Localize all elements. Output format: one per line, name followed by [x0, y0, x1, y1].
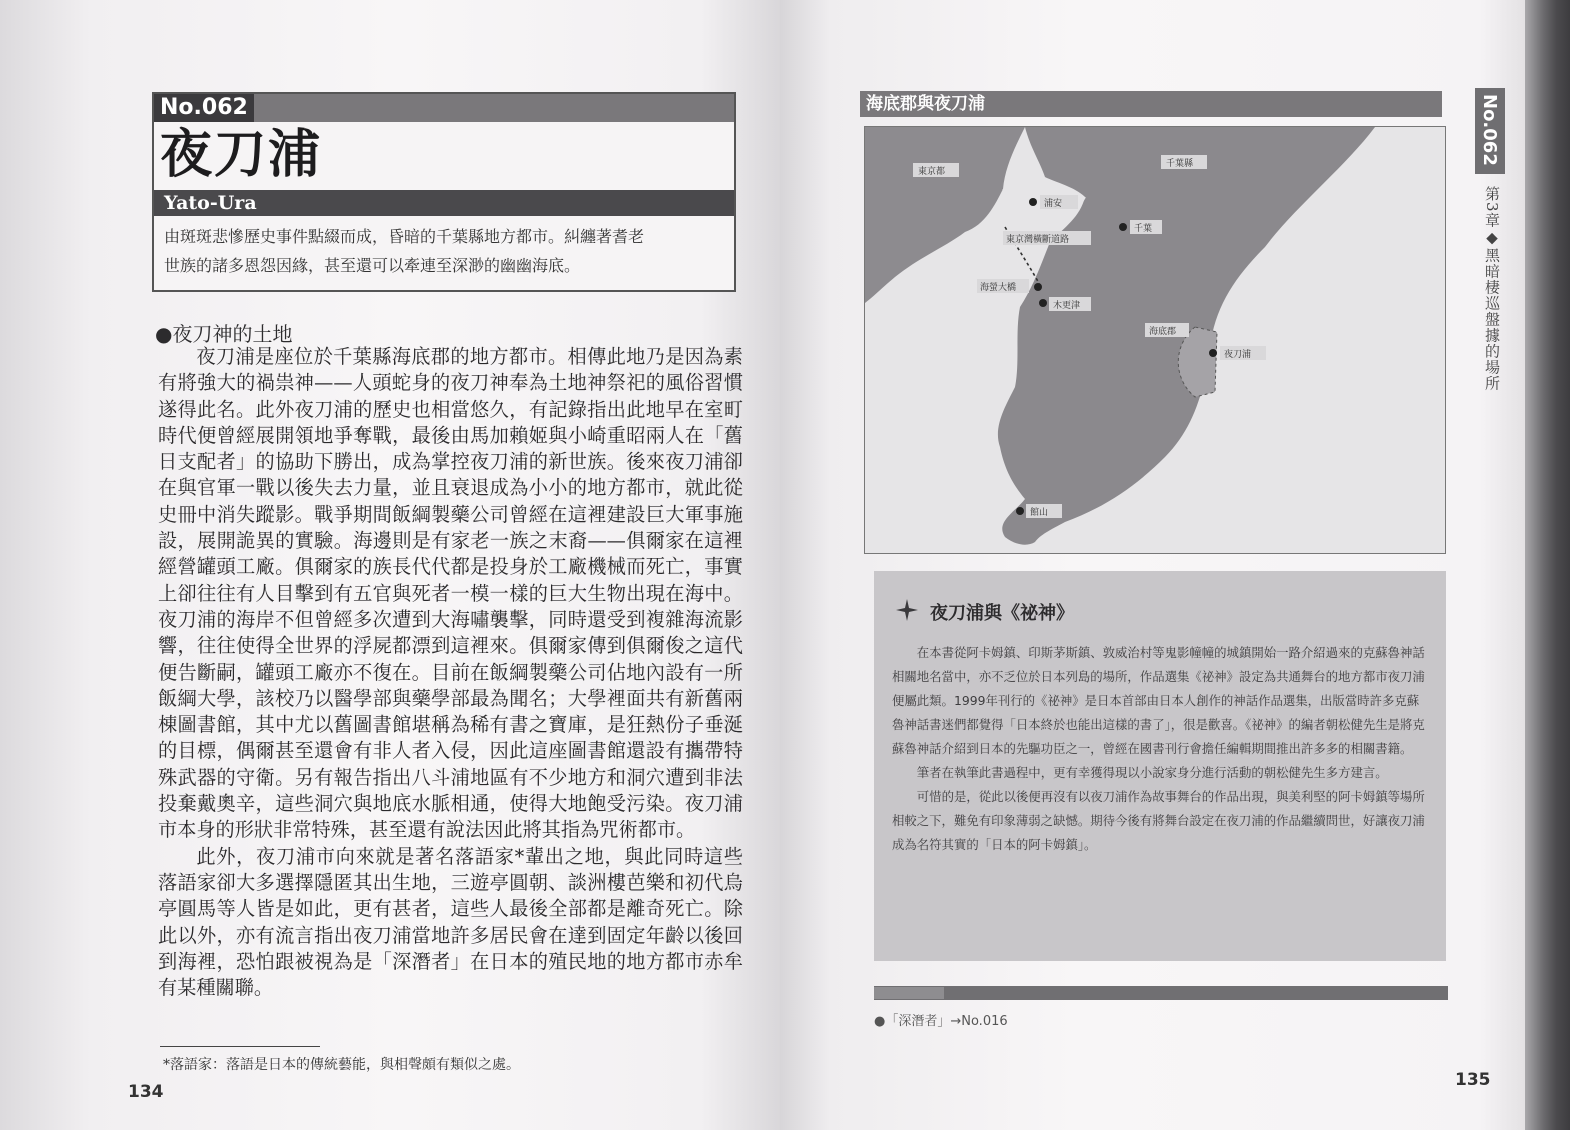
summary-line: 世族的諸多恩怨因緣，甚至還可以牽連至深渺的幽幽海底。 — [164, 256, 581, 275]
footnote: *落語家：落語是日本的傳統藝能，與相聲頗有類似之處。 — [163, 1057, 520, 1073]
column-paragraph: 可惜的是，從此以後便再沒有以夜刀浦作為故事舞台的作品出現，與美利堅的阿卡姆鎮等場所相較之下，難免有印象薄弱之缺憾。期待今後有將舞台設定在夜刀浦的作品繼續問世，好讓夜刀浦成為名符其實的「日本的阿卡姆鎮」。 — [892, 789, 1425, 852]
column-body — [892, 641, 1428, 857]
map-label-urayasu: 浦安 — [1044, 199, 1063, 209]
romanized-bar — [154, 190, 734, 216]
cross-star-icon — [896, 599, 918, 621]
entry-summary — [164, 222, 724, 280]
map-title-bar — [860, 91, 1442, 117]
map-label-umihotaru: 海螢大橋 — [980, 283, 1017, 293]
page-number-left: 134 — [128, 1082, 164, 1102]
map-label-aqualine: 東京灣橫斷道路 — [1006, 235, 1070, 245]
map — [864, 126, 1446, 554]
kisarazu-point — [1039, 299, 1047, 307]
summary-line: 由斑斑悲慘歷史事件點綴而成，昏暗的千葉縣地方都市。糾纏著耆老 — [164, 227, 645, 246]
entry-title: 夜刀浦 — [160, 125, 323, 185]
left-page — [0, 0, 780, 1130]
umihotaru-point — [1034, 283, 1042, 291]
chiba-point — [1119, 223, 1127, 231]
tateyama-point — [1016, 507, 1024, 515]
side-tab — [1475, 88, 1505, 174]
map-title: 海底郡與夜刀浦 — [866, 94, 985, 114]
map-label-tateyama: 館山 — [1030, 508, 1049, 518]
map-label-kaitei-gun: 海底郡 — [1149, 327, 1177, 337]
page-number-right: 135 — [1455, 1070, 1491, 1090]
column-heading-text: 夜刀浦與《祕神》 — [930, 603, 1074, 624]
side-tab-number: No.062 — [1479, 94, 1500, 166]
column-paragraph: 在本書從阿卡姆鎮、印斯茅斯鎮、敦威治村等鬼影幢幢的城鎮開始一路介紹過來的克蘇魯神話相關地名當中，亦不乏位於日本列島的場所，作品選集《祕神》設定為共通舞台的地方都市夜刀浦便屬此類。1999年刊行的《祕神》是日本首部由日本人創作的神話作品選集，出版當時許多克蘇魯神話書迷們都覺得「日本終於也能出這樣的書了」，很是歡喜。《祕神》的編者朝松健先生是將克蘇魯神話介紹到日本的先驅功臣之一，曾經在國書刊行會擔任編輯期間推出許多多的相關書籍。 — [892, 645, 1425, 756]
column-box — [874, 571, 1446, 961]
body-paragraph: 夜刀浦是座位於千葉縣海底郡的地方都市。相傳此地乃是因為素有將強大的禍祟神——人頭蛇身的夜刀神奉為土地神祭祀的風俗習慣遂得此名。此外夜刀浦的歷史也相當悠久，有記錄指出此地早在室町時代便曾經展開領地爭奪戰，最後由馬加賴姬與小崎重昭兩人在「舊日支配者」的協助下勝出，成為掌控夜刀浦的新世族。後來夜刀浦卻在與官軍一戰以後失去力量，並且衰退成為小小的地方都市，就此從史冊中消失蹤影。戰爭期間飯綱製藥公司曾經在這裡建設巨大軍事施設，展開詭異的實驗。海邊則是有家老一族之末裔——俱爾家在這裡經營罐頭工廠。俱爾家的族長代代都是投身於工廠機械而死亡，事實上卻往往有人目擊到有五官與死者一模一樣的巨大生物出現在海中。夜刀浦的海岸不但曾經多次遭到大海嘯襲擊，同時還受到複雜海流影響，往往使得全世界的浮屍都漂到這裡來。俱爾家傳到俱爾俊之這代便告斷嗣，罐頭工廠亦不復在。目前在飯綱製藥公司佔地內設有一所飯綱大學，該校乃以醫學部與藥學部最為聞名；大學裡面共有新舊兩棟圖書館，其中尤以舊圖書館堪稱為稀有書之寶庫，是狂熱份子垂涎的目標，偶爾甚至還會有非人者入侵，因此這座圖書館還設有攜帶特殊武器的守衛。另有報告指出八斗浦地區有不少地方和洞穴遭到非法投棄戴奧辛，這些洞穴與地底水脈相通，使得大地飽受污染。夜刀浦市本身的形狀非常特殊，甚至還有說法因此將其指為咒術都市。 — [158, 345, 743, 842]
side-chapter-title: 第3章◆黑暗棲巡盤據的場所 — [1483, 186, 1501, 392]
column-heading — [896, 599, 1074, 625]
romanized-title: Yato-Ura — [164, 192, 257, 214]
body-text — [158, 344, 743, 1001]
column-paragraph: 筆者在執筆此書過程中，更有幸獲得現以小說家身分進行活動的朝松健先生多方建言。 — [916, 765, 1388, 780]
map-drawing — [865, 127, 1445, 553]
related-reference: ●「深潛者」→No.016 — [874, 1014, 1008, 1029]
title-bar — [154, 94, 734, 122]
map-label-yatoura: 夜刀浦 — [1224, 350, 1252, 360]
footnote-rule — [160, 1046, 320, 1047]
map-label-tokyo: 東京都 — [918, 167, 946, 177]
map-label-chiba-pref: 千葉縣 — [1166, 159, 1194, 169]
entry-title-box — [152, 92, 736, 292]
book-edge — [1525, 0, 1570, 1130]
entry-number: No.062 — [154, 94, 254, 122]
related-label-block — [874, 987, 944, 999]
urayasu-point — [1029, 198, 1037, 206]
yatoura-point — [1209, 349, 1217, 357]
related-bar — [874, 986, 1448, 1000]
map-label-kisarazu: 木更津 — [1053, 301, 1081, 311]
body-paragraph: 此外，夜刀浦市向來就是著名落語家*輩出之地，與此同時這些落語家卻大多選擇隱匿其出生地，三遊亭圓朝、談洲樓芭樂和初代烏亭圓馬等人皆是如此，更有甚者，這些人最後全部都是離奇死亡。除此以外，亦有流言指出夜刀浦當地許多居民會在達到固定年齡以後回到海裡，恐怕跟被視為是「深潛者」在日本的殖民地的地方都市赤牟有某種關聯。 — [158, 844, 743, 1000]
map-label-chiba: 千葉 — [1134, 224, 1153, 234]
section-heading: ●夜刀神的土地 — [155, 322, 293, 346]
